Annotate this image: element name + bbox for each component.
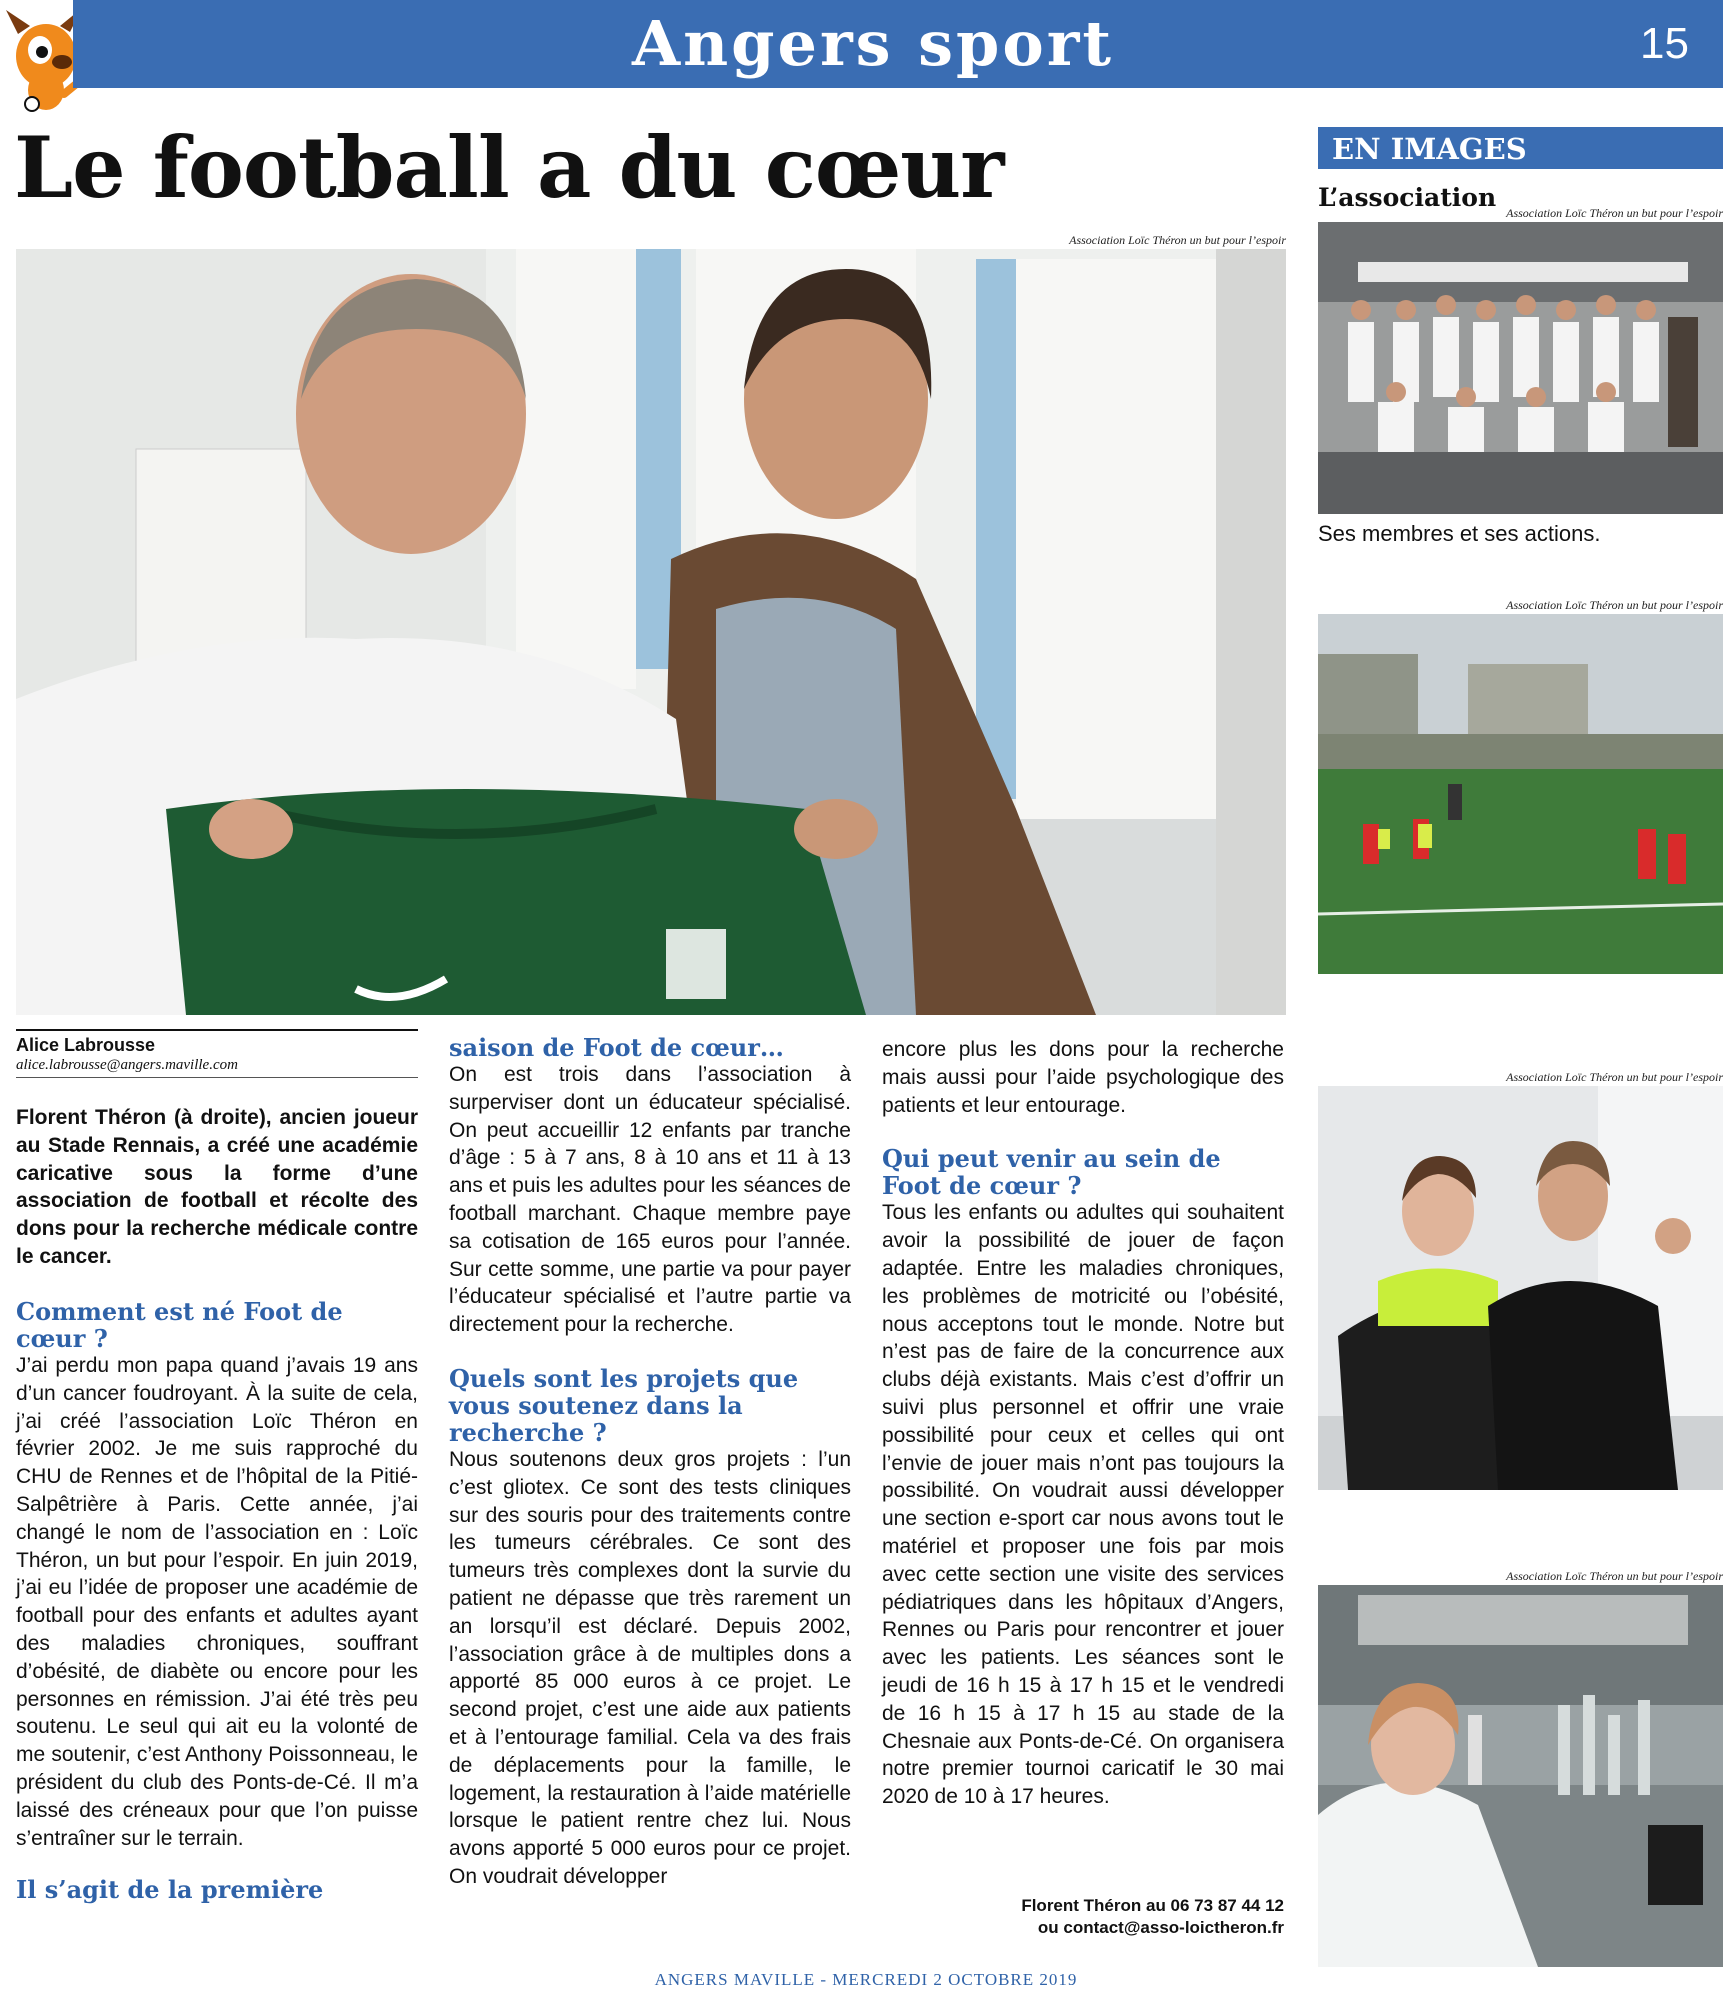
sidebar-photo-laboratory xyxy=(1318,1585,1723,1967)
sidebar-caption: Ses membres et ses actions. xyxy=(1318,521,1601,546)
page-footer: ANGERS MAVILLE - MERCREDI 2 OCTOBRE 2019 xyxy=(654,1970,1078,1989)
sidebar-photo-credit: Association Loïc Théron un but pour l’espoir xyxy=(1506,1070,1723,1084)
article-lead: Florent Théron (à droite), ancien joueur au Stade Rennais, a créé une académie caricative sous la forme d’une association de football et récolte des dons pour la recherche médicale contre le cancer. xyxy=(16,1106,418,1268)
byline-author: Alice Labrousse xyxy=(16,1035,156,1055)
byline xyxy=(16,1029,418,1078)
section-title: Angers sport xyxy=(631,7,1115,80)
contact-email: ou contact@asso-loictheron.fr xyxy=(1037,1918,1284,1937)
answer-paragraph: On est trois dans l’association à surperviser dont un éducateur spécialisé. On peut accueillir 12 enfants par tranche d’âge : 5 à 7 ans, 8 à 10 ans et 11 à 13 ans et puis les adultes pour les séances de football marchant. Chaque membre paye sa cotisation de 165 euros pour l’année. Sur cette somme, une partie va pour payer l’éducateur spécialisé et l’autre partie va directement pour la recherche. xyxy=(449,1063,851,1337)
contact-phone: Florent Théron au 06 73 87 44 12 xyxy=(1021,1896,1284,1915)
sidebar-photo-players xyxy=(1318,1086,1723,1490)
sidebar-subheading: L’association xyxy=(1318,183,1497,212)
contact-block xyxy=(882,1895,1284,1939)
article-column-2 xyxy=(449,1034,851,1891)
sidebar-heading-band xyxy=(1318,127,1723,169)
question-heading: Qui peut venir au sein de Foot de cœur ? xyxy=(882,1144,1221,1201)
sidebar-photo-credit: Association Loïc Théron un but pour l’espoir xyxy=(1506,598,1723,612)
section-banner xyxy=(73,0,1723,88)
answer-paragraph: Nous soutenons deux gros projets : l’un c’est gliotex. Ce sont des tests cliniques sur des souris pour des traitements contre les tumeurs cérébrales. Ce sont des tumeurs très complexes dont la survie du patient ne dépasse que très rarement un an lorsqu’il est déclaré. Depuis 2002, l’association grâce à de multiples dons a apporté 85 000 euros à ce projet. Le second projet, c’est une aide aux patients et à l’entourage familial. Cela va des frais de déplacements pour la famille, le logement, la restauration à l’aide matérielle lorsque le patient rentre chez lui. Nous avons apporté 5 000 euros pour ce projet. On voudrait développer xyxy=(449,1447,851,1888)
question-heading: Il s’agit de la première xyxy=(16,1875,324,1905)
main-photo xyxy=(16,249,1286,1015)
answer-paragraph: encore plus les dons pour la recherche mais aussi pour l’aide psychologique des patients et leur entourage. xyxy=(882,1038,1284,1117)
sidebar-photo-credit: Association Loïc Théron un but pour l’espoir xyxy=(1506,1569,1723,1583)
article-column-1 xyxy=(16,1298,418,1903)
sidebar-photo-credit: Association Loïc Théron un but pour l’espoir xyxy=(1506,206,1723,220)
sidebar-heading: EN IMAGES xyxy=(1332,132,1527,166)
article-headline: Le football a du cœur xyxy=(14,118,1004,217)
sidebar-photo-field xyxy=(1318,614,1723,974)
question-heading: Comment est né Foot de cœur ? xyxy=(16,1297,343,1353)
answer-paragraph: Tous les enfants ou adultes qui souhaitent avoir la possibilité de jouer de façon adaptée. Entre les maladies chroniques, les problèmes de motricité ou l’obésité, nous acceptons tout le monde. Notre but n’est pas de faire de la concurrence aux clubs déjà existants. Mais c’est d’offrir un suivi plus personnel et offrir une vraie possibilité pour ceux et celles qui ont l’envie de jouer mais n’ont pas toujours la possibilité. On voudrait aussi développer une section e-sport car nous avons tout le matériel et proposer une fois par mois avec cette section une visite des services pédiatriques dans les hôpitaux d’Angers, Rennes ou Paris pour rencontrer et jouer avec les patients. Les séances sont le jeudi de 16 h 15 à 17 h 15 et le vendredi de 16 h 15 à 17 h 15 au stade de la Chesnaie aux Ponts-de-Cé. On organisera notre premier tournoi caricatif le 30 mai 2020 de 10 à 17 heures. xyxy=(882,1201,1284,1809)
answer-paragraph: J’ai perdu mon papa quand j’avais 19 ans d’un cancer foudroyant. À la suite de cela, j’ai créé l’association Loïc Théron en février 2002. Je me suis rapproché du CHU de Rennes et de l’hôpital de la Pitié-Salpêtrière à Paris. Cette année, j’ai changé le nom de l’association en : Loïc Théron, un but pour l’espoir. En juin 2019, j’ai eu l’idée de proposer une académie de football pour des enfants et adultes ayant des maladies chroniques, souffrant d’obésité, de diabète ou encore pour les personnes en rémission. J’ai été très peu soutenu. Le seul qui ait eu la volonté de me soutenir, c’est Anthony Poissonneau, le président du club des Ponts-de-Cé. Il m’a laissé des créneaux pour que l’on puisse s’entraîner sur le terrain. xyxy=(16,1354,418,1850)
question-heading: saison de Foot de cœur… xyxy=(449,1033,784,1062)
sidebar-photo-team xyxy=(1318,222,1723,514)
byline-email: alice.labrousse@angers.maville.com xyxy=(16,1056,418,1078)
article-column-3 xyxy=(882,1036,1284,1811)
question-heading: Quels sont les projets que vous soutenez dans la recherche ? xyxy=(449,1363,799,1447)
page-number: 15 xyxy=(1640,19,1689,68)
main-photo-credit: Association Loïc Théron un but pour l’espoir xyxy=(1069,233,1286,247)
